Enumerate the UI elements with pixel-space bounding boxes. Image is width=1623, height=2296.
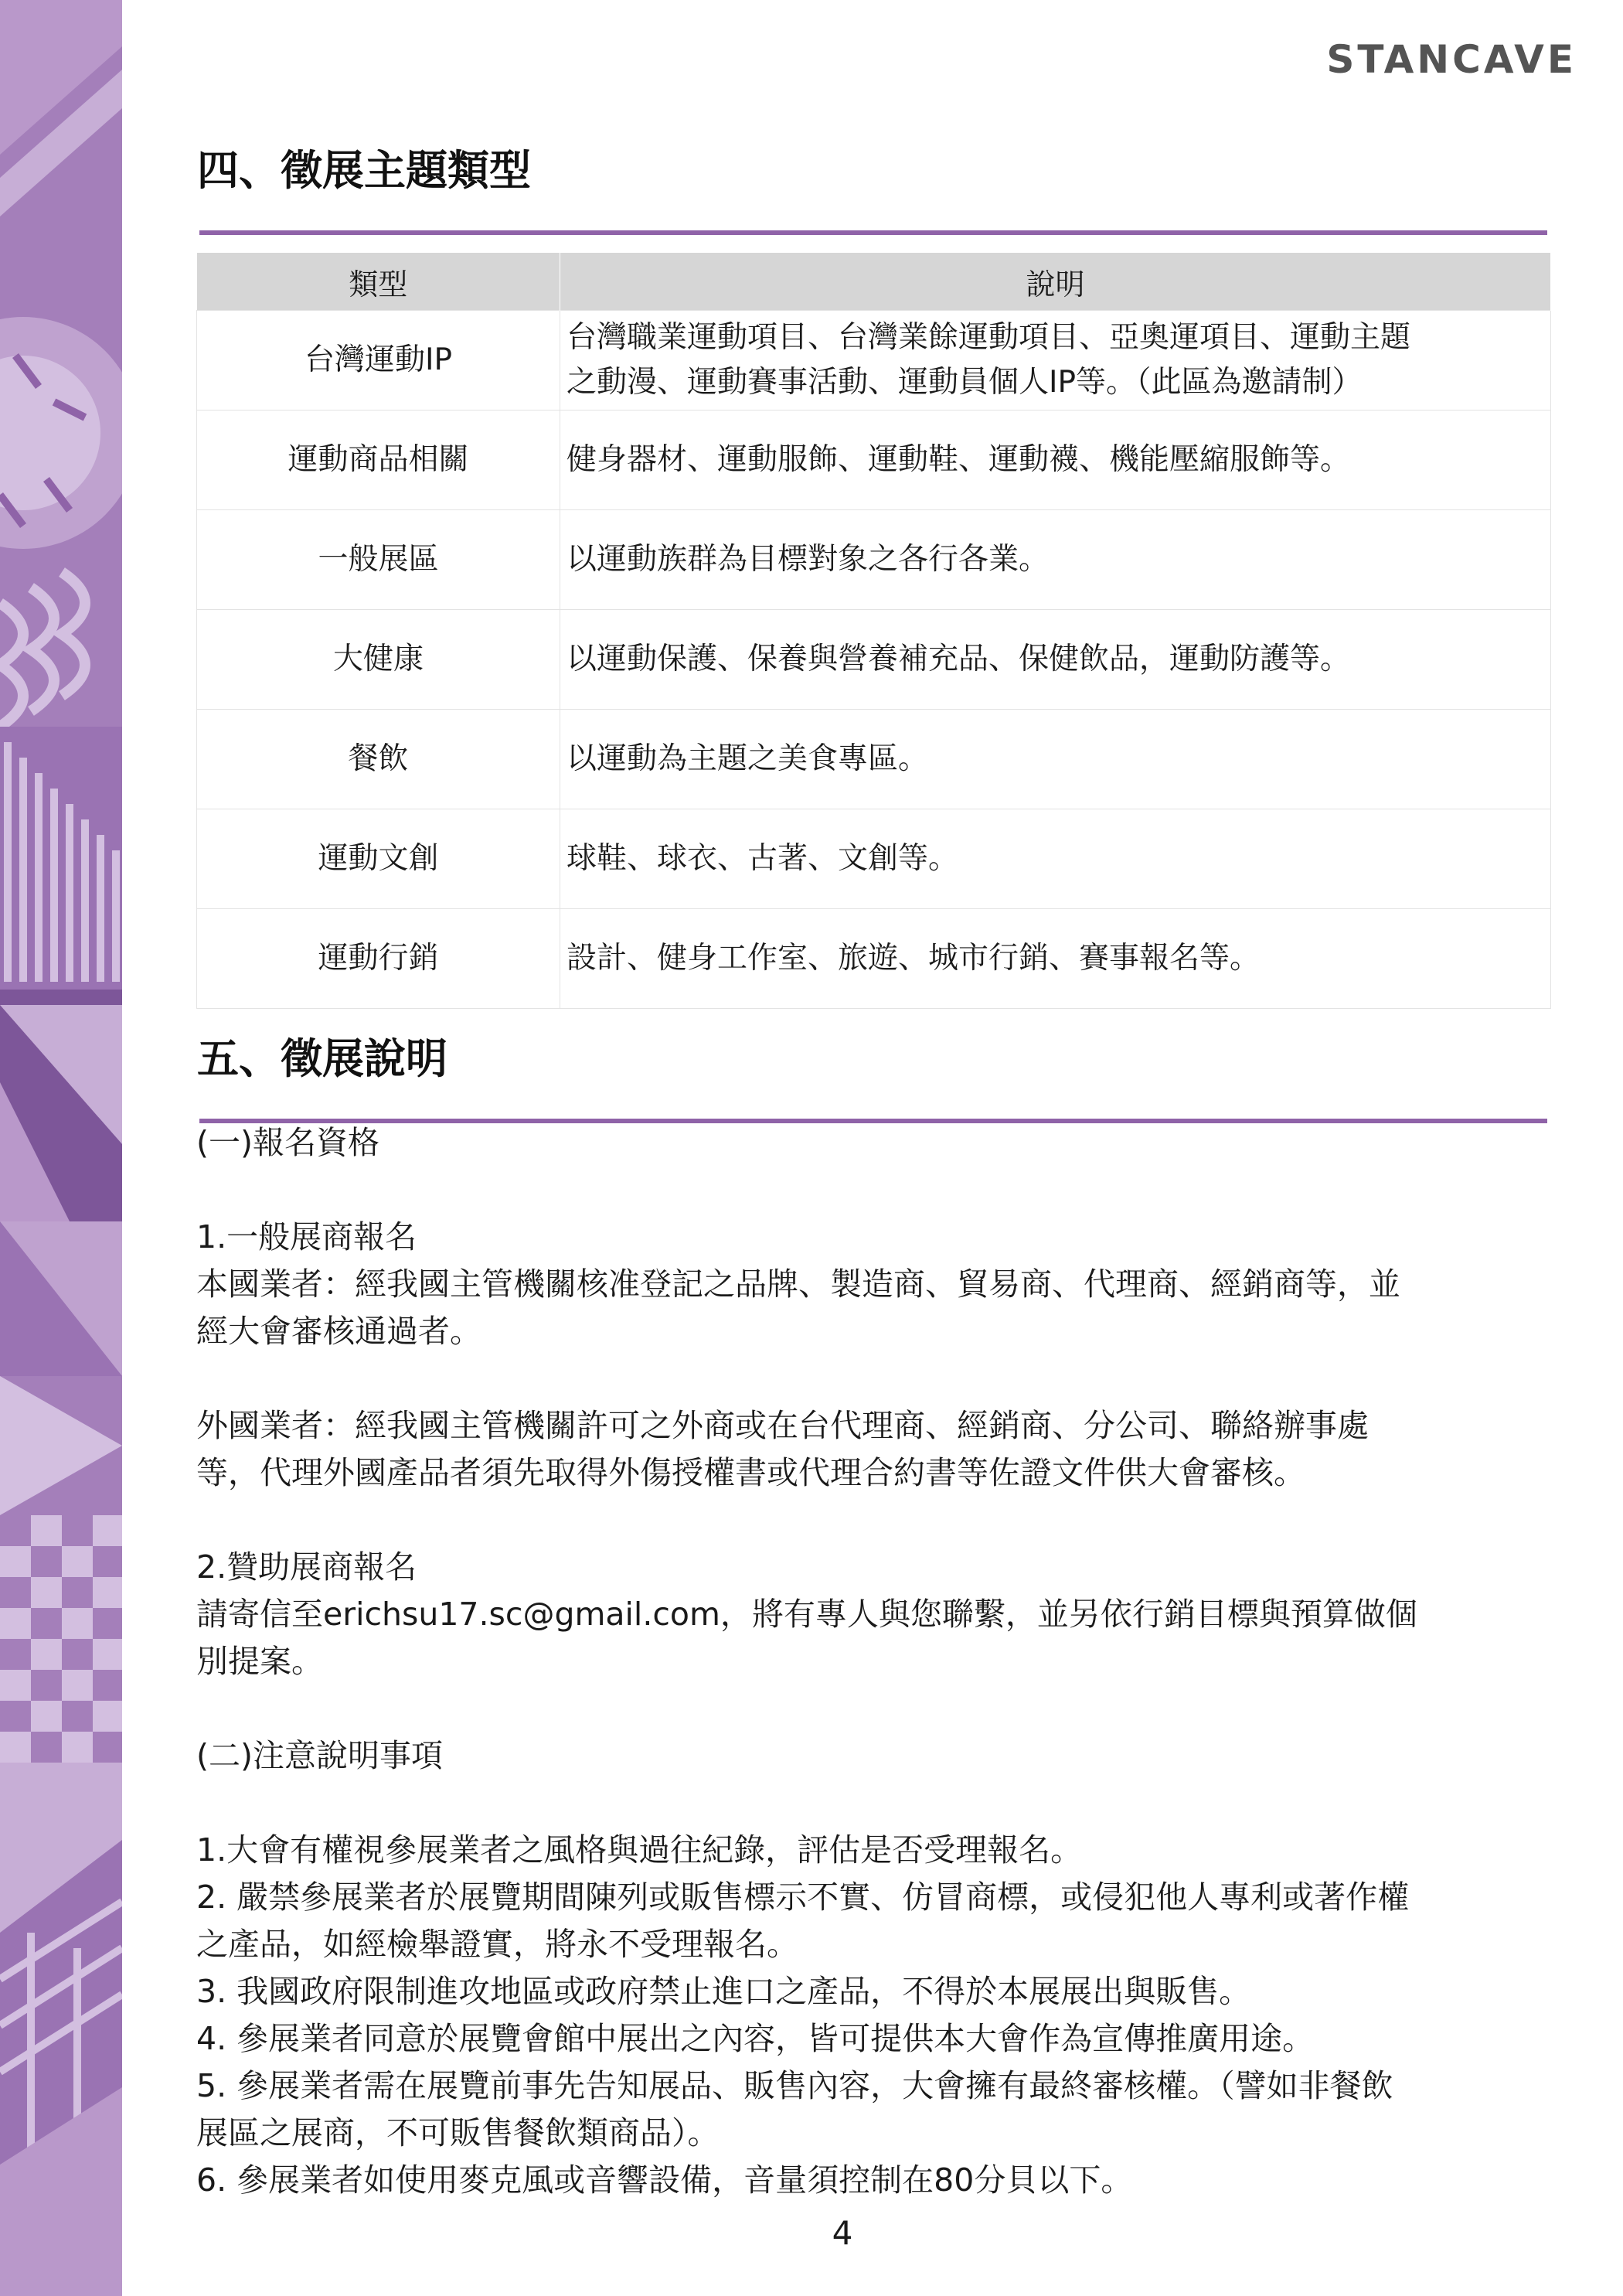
page-number: 4 xyxy=(832,2214,853,2252)
body-line: (一)報名資格 xyxy=(196,1124,379,1161)
row-desc: 以運動保護、保養與營養補充品、保健飲品，運動防護等。 xyxy=(560,610,1551,710)
row-type: 運動商品相關 xyxy=(197,410,560,510)
body-line: 等，代理外國產品者須先取得外傷授權書或代理合約書等佐證文件供大會審核。 xyxy=(196,1454,1305,1491)
blank-line xyxy=(196,1685,1557,1732)
row-desc: 設計、健身工作室、旅遊、城市行銷、賽事報名等。 xyxy=(560,909,1551,1009)
body-line: (二)注意說明事項 xyxy=(196,1737,443,1774)
table-row xyxy=(197,410,1551,510)
row-type: 餐飲 xyxy=(197,710,560,809)
section-5-body xyxy=(196,1119,1557,2204)
body-line: 1.大會有權視參展業者之風格與過往紀錄，評估是否受理報名。 xyxy=(196,1831,1083,1868)
section-4-title: 四、徵展主題類型 xyxy=(197,146,531,195)
body-line: 4. 參展業者同意於展覽會館中展出之內容，皆可提供本大會作為宣傳推廣用途。 xyxy=(196,2020,1315,2057)
section-5-title: 五、徵展說明 xyxy=(197,1034,447,1083)
body-line: 5. 參展業者需在展覽前事先告知展品、販售內容，大會擁有最終審核權。（譬如非餐飲 xyxy=(196,2067,1393,2104)
row-desc: 以運動族群為目標對象之各行各業。 xyxy=(560,510,1551,610)
body-line: 別提案。 xyxy=(196,1643,323,1680)
table-row xyxy=(197,809,1551,909)
table-row xyxy=(197,710,1551,809)
row-desc-line: 台灣職業運動項目、台灣業餘運動項目、亞奧運項目、運動主題 xyxy=(567,320,1411,355)
stancave-logo: STANCAVE xyxy=(1326,37,1577,82)
row-type: 台灣運動IP xyxy=(197,311,560,410)
blank-line xyxy=(196,1355,1557,1402)
body-line: 1.一般展商報名 xyxy=(196,1218,417,1255)
side-pattern-graphic xyxy=(0,0,122,2296)
row-desc-line: 之動漫、運動賽事活動、運動員個人IP等。（此區為邀請制） xyxy=(567,365,1363,400)
body-line: 之產品，如經檢舉證實，將永不受理報名。 xyxy=(196,1926,798,1963)
column-header-desc: 說明 xyxy=(560,253,1551,311)
body-line: 經大會審核通過者。 xyxy=(196,1313,481,1350)
body-line: 2.贊助展商報名 xyxy=(196,1548,417,1586)
table-row xyxy=(197,311,1551,410)
table-row xyxy=(197,510,1551,610)
body-line: 6. 參展業者如使用麥克風或音響設備，音量須控制在80分貝以下。 xyxy=(196,2161,1133,2199)
body-line: 請寄信至erichsu17.sc@gmail.com，將有專人與您聯繫，並另依行銷目標與預算做個 xyxy=(196,1596,1417,1633)
row-type: 一般展區 xyxy=(197,510,560,610)
body-line: 2. 嚴禁參展業者於展覽期間陳列或販售標示不實、仿冒商標，或侵犯他人專利或著作權 xyxy=(196,1879,1410,1916)
row-type: 運動文創 xyxy=(197,809,560,909)
column-header-type: 類型 xyxy=(197,253,560,311)
row-desc: 以運動為主題之美食專區。 xyxy=(560,710,1551,809)
row-desc: 健身器材、運動服飾、運動鞋、運動襪、機能壓縮服飾等。 xyxy=(560,410,1551,510)
row-desc: 球鞋、球衣、古著、文創等。 xyxy=(560,809,1551,909)
section-4-divider xyxy=(199,230,1547,235)
body-line: 3. 我國政府限制進攻地區或政府禁止進口之產品，不得於本展展出與販售。 xyxy=(196,1973,1251,2010)
row-desc xyxy=(560,311,1551,410)
table-row xyxy=(197,909,1551,1009)
table-header-row xyxy=(197,253,1551,311)
body-line: 外國業者：經我國主管機關許可之外商或在台代理商、經銷商、分公司、聯絡辦事處 xyxy=(196,1407,1369,1444)
blank-line xyxy=(196,1167,1557,1214)
exhibit-theme-table xyxy=(196,253,1551,1009)
body-line: 本國業者：經我國主管機關核准登記之品牌、製造商、貿易商、代理商、經銷商等，並 xyxy=(196,1266,1400,1303)
blank-line xyxy=(196,1780,1557,1827)
decorative-side-strip xyxy=(0,0,122,2296)
row-type: 大健康 xyxy=(197,610,560,710)
row-type: 運動行銷 xyxy=(197,909,560,1009)
blank-line xyxy=(196,1497,1557,1544)
table-row xyxy=(197,610,1551,710)
body-line: 展區之展商，不可販售餐飲類商品）。 xyxy=(196,2114,720,2151)
